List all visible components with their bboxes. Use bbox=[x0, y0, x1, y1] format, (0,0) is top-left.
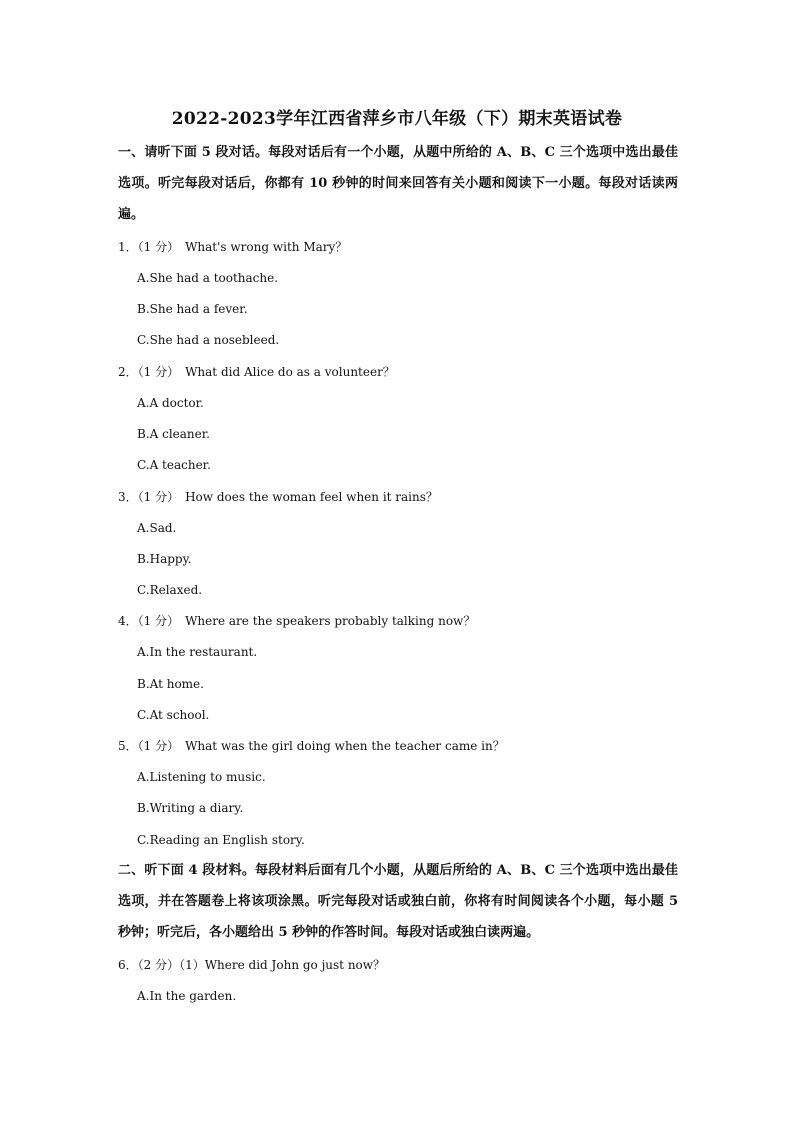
question-4-option-c: C.At school. bbox=[137, 708, 210, 722]
question-3-option-a: A.Sad. bbox=[137, 521, 177, 535]
question-3: 3．（1 分） How does the woman feel when it rains？ bbox=[118, 490, 438, 504]
question-6-option-a: A.In the garden. bbox=[137, 989, 237, 1003]
question-5-option-b: B.Writing a diary. bbox=[137, 801, 244, 815]
question-4-option-b: B.At home. bbox=[137, 677, 204, 691]
question-3-option-c: C.Relaxed. bbox=[137, 583, 203, 597]
section-2-instructions: 二、听下面 4 段材料。每段材料后面有几个小题，从题后所给的 A、B、C 三个选项中选出最佳选项，并在答题卷上将该项涂黑。听完每段对话或独白前，你将有时间阅读各个小题，每小题 5 秒钟；听完后，各小题给出 5 秒钟的作答时间。每段对话或独白读两遍。 bbox=[118, 863, 678, 940]
question-5-option-c: C.Reading an English story. bbox=[137, 833, 305, 847]
question-6: 6．（2 分）（1）Where did John go just now？ bbox=[118, 958, 386, 972]
question-5: 5．（1 分） What was the girl doing when the teacher came in？ bbox=[118, 739, 505, 753]
page-title: 2022-2023学年江西省萍乡市八年级（下）期末英语试卷 bbox=[171, 109, 623, 129]
question-4: 4．（1 分） Where are the speakers probably talking now？ bbox=[118, 614, 476, 628]
question-1-option-c: C.She had a nosebleed. bbox=[137, 333, 280, 347]
question-2-option-a: A.A doctor. bbox=[137, 396, 204, 410]
question-1-option-b: B.She had a fever. bbox=[137, 302, 248, 316]
question-2: 2．（1 分） What did Alice do as a volunteer？ bbox=[118, 365, 395, 379]
section-1-instructions: 一、请听下面 5 段对话。每段对话后有一个小题，从题中所给的 A、B、C 三个选项中选出最佳选项。听完每段对话后，你都有 10 秒钟的时间来回答有关小题和阅读下一小题。每段对话读两遍。 bbox=[118, 145, 678, 222]
question-4-option-a: A.In the restaurant. bbox=[137, 645, 258, 659]
question-1-option-a: A.She had a toothache. bbox=[137, 271, 279, 285]
question-1: 1．（1 分） What's wrong with Mary？ bbox=[118, 240, 348, 254]
question-5-option-a: A.Listening to music. bbox=[137, 770, 266, 784]
question-2-option-b: B.A cleaner. bbox=[137, 427, 210, 441]
question-2-option-c: C.A teacher. bbox=[137, 458, 211, 472]
question-3-option-b: B.Happy. bbox=[137, 552, 192, 566]
